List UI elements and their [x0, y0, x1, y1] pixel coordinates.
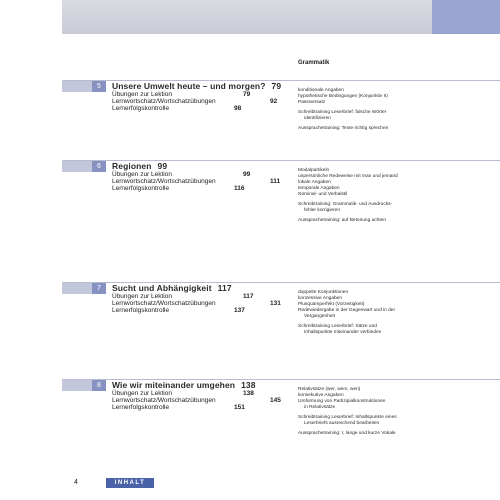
lesson-number: 7	[92, 283, 106, 294]
grammar-block	[298, 126, 448, 132]
lesson-subentry[interactable]	[112, 390, 254, 397]
grammar-line: fehler korrigieren	[304, 208, 340, 213]
subentry-label: Übungen zur Lektion	[112, 390, 172, 397]
subentry-page-number: 138	[243, 390, 254, 397]
grammar-line: hypothetische Bedingungen (Konjunktiv II)	[298, 94, 388, 99]
subentry-page-number: 117	[243, 293, 254, 300]
lesson-title[interactable]	[112, 283, 232, 293]
subentry-label: Übungen zur Lektion	[112, 293, 172, 300]
lesson-title-text: Sucht und Abhängigkeit	[112, 283, 212, 293]
subentry-page-number: 131	[270, 300, 281, 307]
lesson-subentry[interactable]	[112, 171, 251, 178]
grammar-line: konditionale Angaben	[298, 88, 344, 93]
lesson-number: 8	[92, 380, 106, 391]
grammar-line: Schreibtraining: Grammatik- und Ausdrucks-	[298, 202, 393, 207]
grammar-block	[298, 290, 448, 320]
grammar-line: Inhaltspunkte miteinander verbinden	[304, 330, 382, 335]
subentry-label: Lernwortschatz/Wortschatzübungen	[112, 178, 216, 185]
subentry-page-number: 145	[270, 397, 281, 404]
subentry-page-number: 137	[234, 307, 245, 314]
lesson-subentry[interactable]	[112, 300, 281, 307]
lesson-page-number: 117	[217, 283, 232, 293]
lesson-title-text: Unsere Umwelt heute – und morgen?	[112, 81, 266, 91]
grammar-line: Aussprachetraining: Texte richtig sprechen	[298, 126, 389, 131]
lesson-subentry[interactable]	[112, 98, 278, 105]
grammar-line: Aussprachetraining: auf Betonung achten	[298, 218, 387, 223]
grammar-line: konsekutive Angaben	[298, 393, 344, 398]
grammar-block	[298, 88, 448, 106]
subentry-label: Lernwortschatz/Wortschatzübungen	[112, 397, 216, 404]
lesson-page-number: 99	[157, 161, 168, 171]
grammar-line: Umformung von Partizipialkonstruktionen	[298, 399, 386, 404]
subentry-page-number: 116	[234, 185, 245, 192]
subentry-page-number: 111	[270, 178, 281, 185]
grammar-topics	[298, 88, 448, 136]
grammar-line: unpersönliche Redeweise mit man und jemand	[298, 174, 398, 179]
grammar-line: Vergangenheit	[304, 314, 335, 319]
subentry-page-number: 99	[243, 171, 251, 178]
lesson-title[interactable]	[112, 81, 281, 91]
subentry-page-number: 151	[234, 404, 245, 411]
lesson-subentry[interactable]	[112, 404, 245, 411]
lesson-title-text: Wie wir miteinander umgehen	[112, 380, 236, 390]
footer-page-number: 4	[74, 479, 78, 486]
grammar-block	[298, 202, 448, 214]
grammar-line: in Relativsätze	[304, 405, 336, 410]
grammar-line: Relativsätze (wer, wem, wen)	[298, 387, 361, 392]
header-band-accent	[432, 0, 500, 34]
lesson-subentry[interactable]	[112, 105, 242, 112]
lesson-number: 6	[92, 161, 106, 172]
grammar-line: Modalpartikeln	[298, 168, 330, 173]
subentry-page-number: 92	[270, 98, 278, 105]
grammar-line: Plusquamperfekt (Vorzeitigkeit)	[298, 302, 365, 307]
grammar-line: identifizieren	[304, 116, 331, 121]
grammar-block	[298, 387, 448, 411]
footer-section-tab: INHALT	[106, 478, 154, 488]
grammar-line: Schreibtraining Leserbrief: falsche Wörter	[298, 110, 387, 115]
grammar-block	[298, 110, 448, 122]
subentry-label: Lernwortschatz/Wortschatzübungen	[112, 300, 216, 307]
grammar-block	[298, 324, 448, 336]
subentry-label: Lernerfolgskontrolle	[112, 404, 170, 411]
subentry-page-number: 79	[243, 91, 251, 98]
lesson-title[interactable]	[112, 161, 167, 171]
grammar-block	[298, 431, 448, 437]
column-header-grammatik: Grammatik	[298, 60, 330, 66]
lesson-subentry[interactable]	[112, 307, 245, 314]
lesson-subentry[interactable]	[112, 397, 281, 404]
grammar-topics	[298, 168, 448, 228]
grammar-block	[298, 415, 448, 427]
header-band	[62, 0, 500, 34]
lesson-subentry[interactable]	[112, 293, 254, 300]
grammar-block	[298, 168, 448, 198]
grammar-line: lokale Angaben	[298, 180, 331, 185]
lesson-subentry[interactable]	[112, 185, 245, 192]
grammar-line: Nominal- und Verbalstil	[298, 192, 348, 197]
subentry-label: Übungen zur Lektion	[112, 171, 172, 178]
lesson-page-number: 138	[241, 380, 256, 390]
grammar-line: temporale Angaben	[298, 186, 340, 191]
grammar-topics	[298, 290, 448, 340]
lesson-title-text: Regionen	[112, 161, 152, 171]
subentry-label: Lernwortschatz/Wortschatzübungen	[112, 98, 216, 105]
grammar-topics	[298, 387, 448, 441]
lesson-subentry[interactable]	[112, 178, 281, 185]
grammar-line: Aussprachetraining: r, lange und kurze Vokale	[298, 431, 396, 436]
subentry-label: Übungen zur Lektion	[112, 91, 172, 98]
grammar-line: Schreibtraining Leserbrief: Sätze und	[298, 324, 377, 329]
grammar-line: Leserbriefs ausreichend bearbeiten	[304, 421, 380, 426]
lesson-page-number: 79	[271, 81, 282, 91]
grammar-line: konzessive Angaben	[298, 296, 343, 301]
lesson-number: 5	[92, 81, 106, 92]
grammar-line: doppelte Konjunktionen	[298, 290, 349, 295]
subentry-page-number: 98	[234, 105, 242, 112]
grammar-line: Schreibtraining Leserbrief: Inhaltspunkte eines	[298, 415, 397, 420]
subentry-label: Lernerfolgskontrolle	[112, 105, 170, 112]
subentry-label: Lernerfolgskontrolle	[112, 307, 170, 314]
grammar-block	[298, 218, 448, 224]
grammar-line: Passiversatz	[298, 100, 326, 105]
grammar-line: Redewiedergabe in der Gegenwart und in der	[298, 308, 396, 313]
lesson-subentry[interactable]	[112, 91, 251, 98]
lesson-title[interactable]	[112, 380, 256, 390]
subentry-label: Lernerfolgskontrolle	[112, 185, 170, 192]
